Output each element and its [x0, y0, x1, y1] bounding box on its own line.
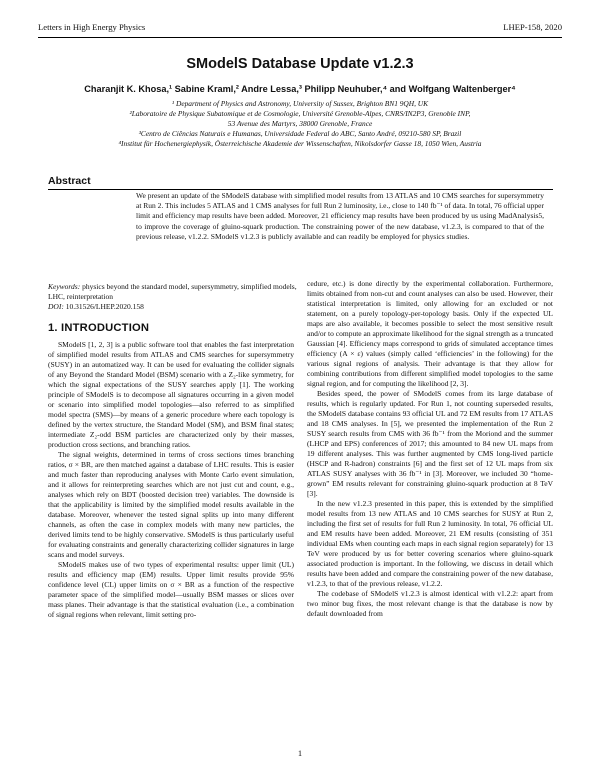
- paragraph: The signal weights, determined in terms of cross sections times branching ratios, σ × BR, are then matched against a database of LHC results. This is easier and much faster than reproducing analyses with Monte Carlo event simulation, and it allows for reinterpreting searches which are not just cut and count, e.g., analyses which rely on BDT (boosted decision tree) variables. The downside is that the applicability is limited by the simplified model results available in the database. Moreover, whenever the tested signal splits up into many different channels, as often the case in complex models with many new particles, the derived limits tend to be highly conservative. SModelS is thus particularly useful for evaluating constraints and generally characterizing collider signatures in large scans and model surveys.: [48, 450, 294, 559]
- doi-label: DOI:: [48, 302, 64, 311]
- doi-link[interactable]: 10.31526/LHEP.2020.158: [65, 302, 144, 311]
- keywords-line: [48, 282, 298, 302]
- keywords-label: Keywords:: [48, 282, 81, 291]
- running-header: [38, 22, 562, 36]
- right-column: [307, 279, 553, 619]
- abstract-rule: [48, 189, 553, 190]
- abstract-text: We present an update of the SModelS database with simplified model results from 13 ATLAS and 10 CMS searches for supersymmetry at Run 2. This includes 5 ATLAS and 1 CMS analyses for full Run 2 luminosity, i.e., close to 140 fb⁻¹ of data. In total, 76 official upper limit and efficiency map results have been added. Moreover, 21 efficiency map results have been produced by us using MadAnalysis5, to improve the coverage of gluino-squark production. The constraining power of the new database, v1.2.3, is compared to that of the previous release, v1.2.2. SModelS v1.2.3 is publicly available and can readily be employed for physics studies.: [136, 191, 544, 241]
- paragraph: Besides speed, the power of SModelS comes from its large database of results, which is regularly updated. For Run 1, not counting superseded results, the SModelS database contains 93 official UL and 72 EM results from 17 ATLAS and 18 CMS analyses. In [5], we presented the implementation of the Run 2 SUSY search results from CMS with 36 fb⁻¹ from the Moriond and the summer (LHCP and EPS) conferences of 2017; this amounted to 84 new UL maps from 19 different analyses. This was further augmented by CMS long-lived particle (HSCP and R-hadron) constraints [6] and the first set of 12 UL maps from six ATLAS SUSY analyses with 36 fb⁻¹ in [3]. Moreover, we included 30 “home-grown” EM results relevant for constraining gluino-squark production at 8 TeV [3].: [307, 389, 553, 498]
- header-rule: [38, 37, 562, 38]
- paragraph: SModelS [1, 2, 3] is a public software tool that enables the fast interpretation of simplified model results from ATLAS and CMS searches for supersymmetry (SUSY) in an automatized way. It can be used for evaluating the collider signals of any Beyond the Standard Model (BSM) scenario with a Z₂-like symmetry, for which the signal expectations of the SUSY searches apply [1]. The working principle of SModelS is to decompose all signatures occurring in a given model or scenario into simplified model topologies—also referred to as simplified model spectra (SMS)—by means of a generic procedure where each topology is defined by the vertex structure, the Standard Model (SM), and BSM final states; intermediate Z₂-odd BSM particles are characterized only by their masses, production cross sections, and branching ratios.: [48, 340, 294, 449]
- paper-title: SModelS Database Update v1.2.3: [186, 56, 414, 72]
- section-heading: 1. INTRODUCTION: [48, 322, 150, 334]
- left-column: [48, 340, 294, 620]
- doi-line: [48, 302, 298, 312]
- affiliation-3: ³Centro de Ciências Naturais e Humanas, Universidade Federal do ABC, Santo André, 09210-580 SP, Brazil: [138, 129, 462, 139]
- article-metadata: [48, 282, 298, 312]
- author-list: Charanjit K. Khosa,¹ Sabine Kraml,² Andre Lessa,³ Philipp Neuhuber,⁴ and Wolfgang Waltenberger⁴: [84, 84, 516, 94]
- abstract-heading: Abstract: [48, 175, 91, 187]
- keywords: physics beyond the standard model, supersymmetry, simplified models, LHC, reinterpretation: [48, 282, 297, 301]
- article-reference: LHEP-158, 2020: [503, 22, 562, 32]
- page-number: 1: [297, 748, 303, 758]
- affiliation-1: ¹ Department of Physics and Astronomy, University of Sussex, Brighton BN1 9QH, UK: [171, 99, 429, 108]
- affiliation-2-address: 53 Avenue des Martyrs, 38000 Grenoble, France: [227, 119, 373, 129]
- affiliation-4: ⁴Institut für Hochenergiephysik, Österreichische Akademie der Wissenschaften, Nikolsdorfer Gasse 18, 1050 Wien, Austria: [118, 139, 482, 149]
- paragraph: The codebase of SModelS v1.2.3 is almost identical with v1.2.2: apart from two minor bug fixes, the most relevant change is that the database is now by default downloaded from: [307, 589, 553, 618]
- paragraph: cedure, etc.) is done directly by the experimental collaboration. Furthermore, limits obtained from non-cut and count analyses can also be used. However, their statistical interpretation is limited, only allowing for an excluded or not statement, on a purely topology-per-topology basis. Only if the expected UL maps are also available, it becomes possible to select the most sensitive result and/or to compute an approximate likelihood for the signal strength as a truncated Gaussian [4]. Efficiency maps correspond to grids of simulated acceptance times efficiency (A × ε) values (simply called ‘efficiencies’ in the following) for the various signal regions of analysis. Their advantage is that they allow for combining contributions from different simplified model topologies to the same signal region, and for computing the likelihood [2, 3].: [307, 279, 553, 388]
- paragraph: SModelS makes use of two types of experimental results: upper limit (UL) results and efficiency map (EM) results. Upper limit results provide 95% confidence level (CL) upper limits on σ × BR as a function of the respective parameter space of the simplified model—usually BSM masses or slices over mass planes. Their advantage is that the statistical evaluation (i.e., a combination of signal regions when relevant, limit setting pro-: [48, 560, 294, 619]
- affiliations: [40, 99, 560, 149]
- paragraph: In the new v1.2.3 presented in this paper, this is extended by the simplified model results from 13 new ATLAS and 10 CMS searches for SUSY at Run 2, including the first set of results for full Run 2 luminosity. In total, 76 official UL and EM results have been added. Moreover, 21 EM results (consisting of 351 individual EMs when counting each maps in each signal region separately) for 13 TeV were produced by us for better covering scenarios where gluino-squark associated production is important. In the following, we discuss in detail which results have been added and compare the constraining power of the new database, v1.2.3, to that of the previous release, v1.2.2.: [307, 499, 553, 588]
- journal-name: Letters in High Energy Physics: [38, 22, 146, 32]
- affiliation-2: ²Laboratoire de Physique Subatomique et de Cosmologie, Université Grenoble-Alpes, CNRS/IN2P3, Grenoble INP,: [129, 109, 471, 119]
